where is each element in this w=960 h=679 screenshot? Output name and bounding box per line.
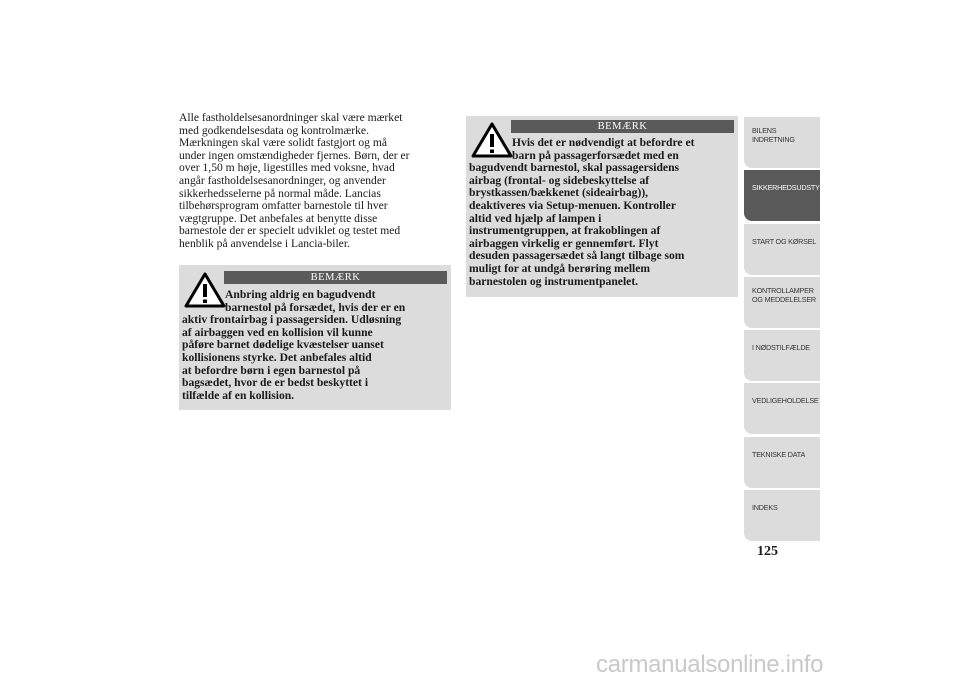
chapter-tabs <box>744 117 825 543</box>
intro-line: angår fastholdelsesanordninger, og anvender <box>179 173 386 187</box>
tab-bilens-indretning[interactable] <box>744 117 820 168</box>
intro-line: tilbehørsprogram omfatter barnestole til hver <box>179 199 388 213</box>
intro-line: sikkerhedsselerne på normal måde. Lancias <box>179 186 381 200</box>
tab-tekniske-data[interactable] <box>744 437 820 488</box>
note-line: barn på passagerforsædet med en <box>512 148 679 162</box>
watermark: carmanualsonline.info <box>596 651 824 678</box>
tab-label: INDEKS <box>752 503 778 513</box>
note-line: bagudvendt barnestol, skal passagersidens <box>469 161 680 175</box>
intro-line: barnestole der er specielt udviklet og testet med <box>179 224 401 238</box>
page-number: 125 <box>757 544 778 559</box>
intro-line: Mærkningen skal være solidt fastgjort og må <box>179 136 388 150</box>
tab-start-og-korsel[interactable] <box>744 224 820 275</box>
intro-line: under ingen omstændigheder fjernes. Børn, der er <box>179 148 410 162</box>
note-line: at befordre børn i egen barnestol på <box>182 363 361 377</box>
note-heading: BEMÆRK <box>224 271 447 284</box>
intro-paragraph <box>179 112 449 251</box>
intro-line: Alle fastholdelsesanordninger skal være mærket <box>179 111 403 124</box>
note-line: aktiv frontairbag i passagersiden. Udløsning <box>182 313 402 327</box>
tab-label: BILENS <box>752 126 777 135</box>
note-line: bagsædet, hvor de er bedst beskyttet i <box>182 376 369 390</box>
tab-label: OG MEDDELELSER <box>752 294 816 304</box>
note-line: påføre barnet dødelige kvæstelser uanset <box>182 338 384 352</box>
note-line: desuden passagersædet så langt tilbage som <box>469 249 685 263</box>
note-line: barnestolen og instrumentpanelet. <box>469 274 639 288</box>
tab-indeks[interactable] <box>744 490 820 541</box>
note-line: deaktiveres via Setup-menuen. Kontroller <box>469 198 676 212</box>
intro-line: vægtgruppe. Det anbefales at benytte disse <box>179 211 378 225</box>
note-body <box>179 289 451 402</box>
tab-i-nodstilfaelde[interactable] <box>744 330 820 381</box>
note-line: tilfælde af en kollision. <box>182 388 295 402</box>
tab-sikkerhedsudstyr[interactable] <box>744 170 825 221</box>
note-line: muligt for at undgå berøring mellem <box>469 261 651 275</box>
note-body <box>466 137 738 288</box>
tab-label: SIKKERHEDSUDSTYR <box>752 183 825 193</box>
note-line: airbag (frontal- og sidebeskyttelse af <box>469 173 650 187</box>
intro-line: henblik på anvendelse i Lancia-biler. <box>179 236 350 250</box>
note-line: altid ved hjælp af lampen i <box>469 211 602 225</box>
tab-label: TEKNISKE DATA <box>752 449 806 459</box>
intro-line: med godkendelsesdata og kontrolmærke. <box>179 123 369 137</box>
intro-line: over 1,50 m høje, ligestilles med voksne, hvad <box>179 161 395 175</box>
note-line: brystkassen/bækkenet (sideairbag)), <box>469 186 649 200</box>
note-line: airbaggen virkelig er gennemført. Flyt <box>469 236 659 250</box>
tab-vedligeholdelse[interactable] <box>744 383 820 434</box>
tab-label: VEDLIGEHOLDELSE <box>752 396 819 406</box>
warning-note-left <box>179 265 451 410</box>
note-line: Anbring aldrig en bagudvendt <box>225 288 376 301</box>
tab-label: I NØDSTILFÆLDE <box>752 343 810 353</box>
note-line: Hvis det er nødvendigt at befordre et <box>512 136 695 149</box>
tab-label: KONTROLLAMPER <box>752 285 814 295</box>
note-heading: BEMÆRK <box>511 120 734 133</box>
tab-label: INDRETNING <box>752 135 795 144</box>
note-line: barnestol på forsædet, hvis der er en <box>225 300 406 314</box>
warning-note-right <box>466 116 738 297</box>
tab-label: START OG KØRSEL <box>752 236 817 246</box>
note-line: instrumentgruppen, at frakoblingen af <box>469 224 661 238</box>
note-line: af airbaggen ved en kollision vil kunne <box>182 325 373 339</box>
tab-kontrollamper[interactable] <box>744 277 820 328</box>
note-line: kollisionens styrke. Det anbefales altid <box>182 350 372 364</box>
